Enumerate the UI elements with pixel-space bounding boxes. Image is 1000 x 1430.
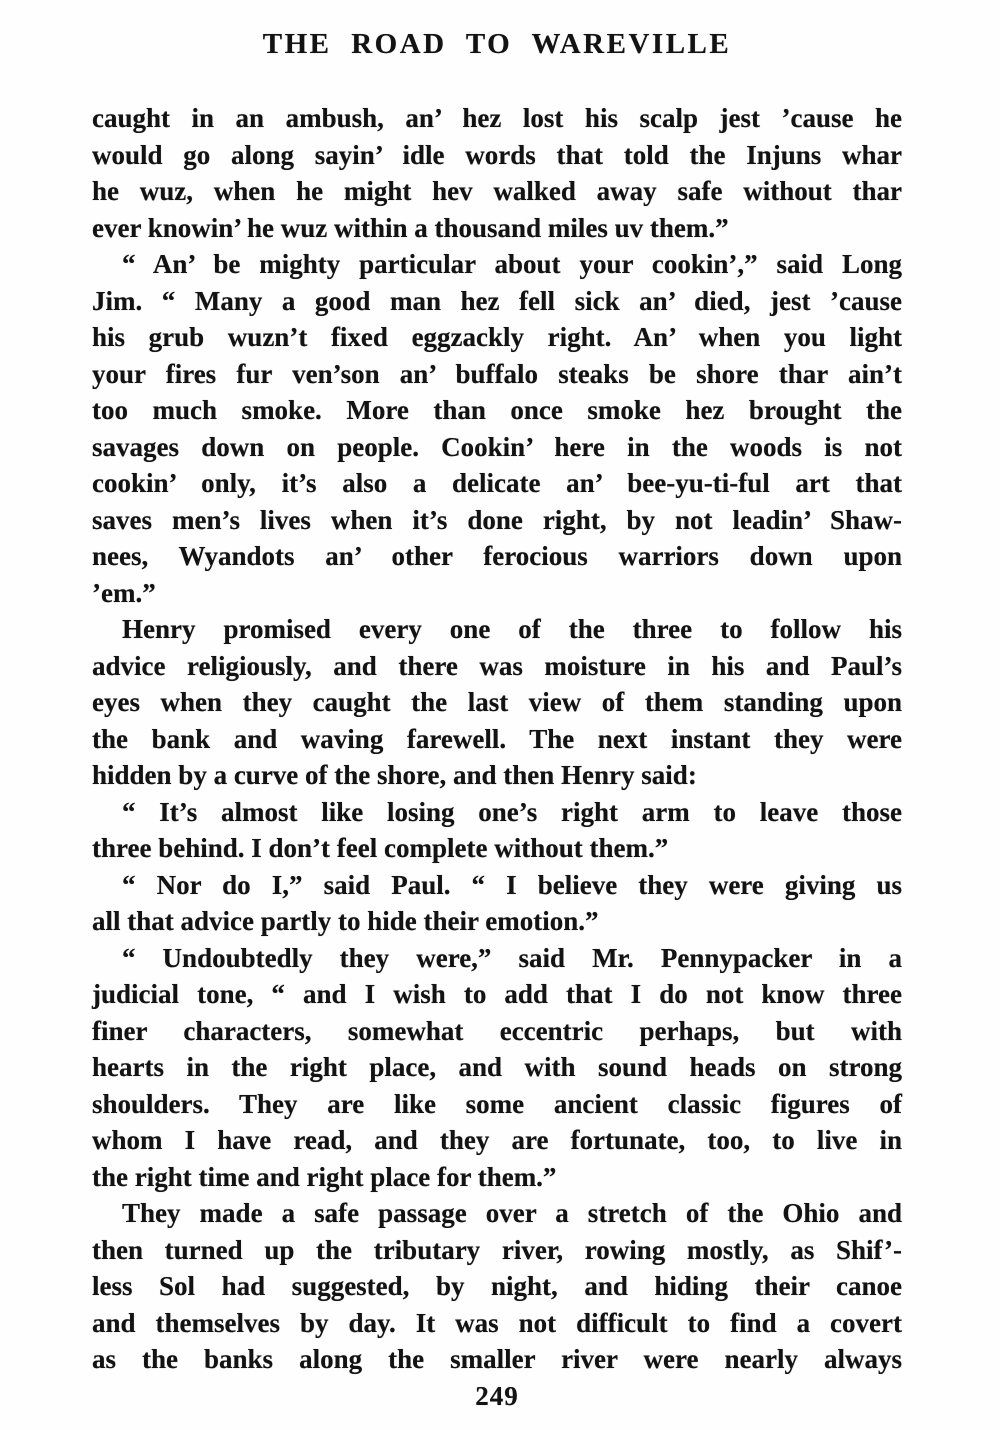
text-line: hearts in the right place, and with sound heads on strong — [92, 1052, 902, 1082]
text-line: your fires fur ven’son an’ buffalo steaks be shore thar ain’t — [92, 358, 902, 389]
text-line: nees, Wyandots an’ other ferocious warriors down upon — [92, 541, 902, 571]
text-line: “ It’s almost like losing one’s right arm to leave those — [122, 796, 902, 827]
text-line: would go along sayin’ idle words that told the Injuns whar — [92, 139, 902, 170]
text-line: the bank and waving farewell. The next instant they were — [92, 723, 902, 754]
paragraph — [92, 100, 902, 246]
paragraph — [92, 794, 902, 867]
text-line: then turned up the tributary river, rowing mostly, as Shif’- — [92, 1234, 902, 1265]
page-number: 249 — [475, 1381, 519, 1411]
text-line: ’em.” — [92, 577, 156, 608]
text-line: he wuz, when he might hev walked away safe without thar — [92, 176, 902, 206]
text-line: whom I have read, and they are fortunate, too, to live in — [92, 1125, 902, 1155]
text-line: eyes when they caught the last view of them standing upon — [92, 687, 902, 717]
paragraph — [92, 611, 902, 794]
text-line: judicial tone, “ and I wish to add that I do not know three — [92, 979, 902, 1009]
text-line: Henry promised every one of the three to follow his — [122, 614, 902, 644]
text-line: cookin’ only, it’s also a delicate an’ bee-yu-ti-ful art that — [92, 468, 902, 498]
text-line: Jim. “ Many a good man hez fell sick an’ died, jest ’cause — [92, 285, 902, 316]
text-line: They made a safe passage over a stretch of the Ohio and — [122, 1198, 902, 1228]
running-head-title: THE ROAD TO WAREVILLE — [262, 28, 732, 60]
text-line: shoulders. They are like some ancient classic figures of — [92, 1088, 902, 1119]
text-line: and themselves by day. It was not difficult to find a covert — [92, 1307, 902, 1338]
text-line: too much smoke. More than once smoke hez brought the — [92, 395, 902, 425]
text-line: saves men’s lives when it’s done right, by not leadin’ Shaw- — [92, 504, 902, 535]
text-line: his grub wuzn’t fixed eggzackly right. An’ when you light — [92, 322, 902, 352]
text-line: the right time and right place for them.” — [92, 1161, 557, 1192]
text-block — [92, 100, 902, 1378]
text-line: ever knowin’ he wuz within a thousand miles uv them.” — [92, 212, 729, 243]
text-line: finer characters, somewhat eccentric perhaps, but with — [92, 1015, 902, 1046]
text-line: less Sol had suggested, by night, and hiding their canoe — [92, 1271, 902, 1301]
text-line: caught in an ambush, an’ hez lost his scalp jest ’cause he — [92, 103, 902, 133]
text-line: as the banks along the smaller river were nearly always — [92, 1344, 902, 1374]
text-line: advice religiously, and there was moisture in his and Paul’s — [92, 650, 902, 681]
paragraph — [92, 940, 902, 1196]
text-line: “ An’ be mighty particular about your cookin’,” said Long — [122, 249, 902, 279]
text-line: “ Undoubtedly they were,” said Mr. Pennypacker in a — [122, 942, 902, 973]
text-line: all that advice partly to hide their emotion.” — [92, 906, 599, 936]
paragraph — [92, 867, 902, 940]
text-line: savages down on people. Cookin’ here in the woods is not — [92, 431, 902, 462]
text-line: “ Nor do I,” said Paul. “ I believe they were giving us — [122, 869, 902, 900]
text-line: three behind. I don’t feel complete without them.” — [92, 833, 669, 863]
text-line: hidden by a curve of the shore, and then Henry said: — [92, 760, 697, 790]
paragraph — [92, 1195, 902, 1378]
paragraph — [92, 246, 902, 611]
